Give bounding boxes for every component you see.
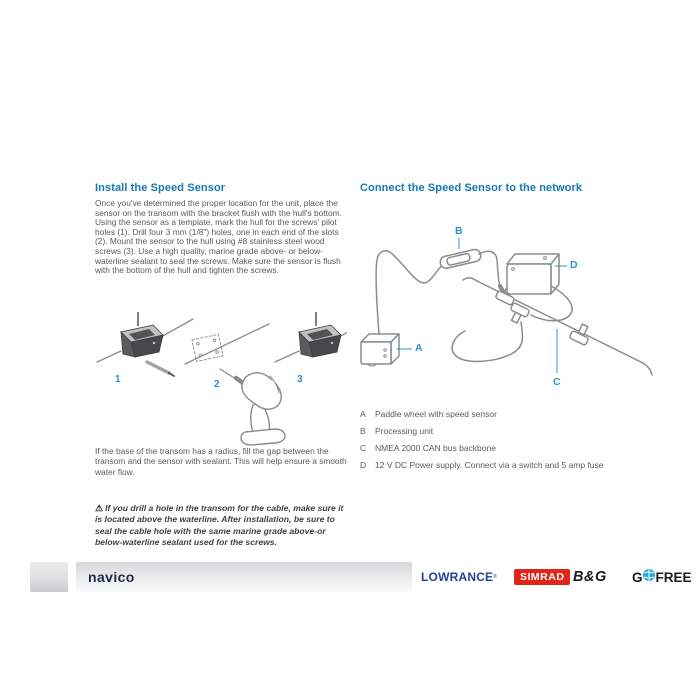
warning-icon: ⚠: [95, 503, 104, 513]
warning-paragraph: [95, 503, 351, 549]
legend-text: NMEA 2000 CAN bus backbone: [375, 442, 496, 453]
right-section-heading: Connect the Speed Sensor to the network: [360, 182, 583, 194]
globe-icon: [643, 568, 655, 586]
install-steps-illustration: [95, 310, 347, 450]
diagram-legend: [360, 410, 660, 478]
sealant-note-paragraph: If the base of the transom has a radius, fill the gap between the transom and the sensor with sealant. This will help ensure a smooth water flow.: [95, 446, 347, 477]
network-diagram: [355, 222, 661, 414]
figure-number-2: 2: [214, 379, 220, 390]
lowrance-logo: LOWRANCE ®: [421, 570, 497, 584]
legend-key: A: [360, 409, 366, 419]
gofree-logo: G FREE: [632, 569, 692, 585]
installation-figures: [95, 310, 347, 450]
figure-number-3: 3: [297, 374, 303, 385]
diagram-label-a: A: [415, 342, 423, 354]
footer-accent-square: [30, 562, 68, 592]
legend-key: D: [360, 459, 367, 470]
figure-number-1: 1: [115, 374, 121, 385]
legend-text: 12 V DC Power supply. Connect via a switch and 5 amp fuse: [375, 459, 604, 470]
diagram-label-c: C: [553, 376, 561, 388]
navico-logo: navico: [88, 569, 135, 585]
warning-text: If you drill a hole in the transom for the cable, make sure it is located above the waterline. After installation, be sure to seal the cable hole with the same marine grade above-or below-waterline sealant used for the screws.: [95, 503, 344, 548]
connection-diagram-illustration: [355, 222, 661, 414]
legend-text: Processing unit: [375, 425, 434, 436]
legend-key: B: [360, 425, 366, 436]
legend-item-d: [360, 461, 660, 471]
legend-item-a: [360, 410, 660, 420]
legend-item-c: [360, 444, 660, 454]
footer-bar: [76, 562, 412, 592]
drill-icon: [241, 373, 285, 445]
legend-key: C: [360, 442, 367, 453]
bandg-logo: B&G: [573, 569, 607, 585]
legend-item-b: [360, 427, 660, 437]
registered-mark: ®: [493, 574, 497, 580]
install-instructions-paragraph: Once you've determined the proper location for the unit, place the sensor on the transom with the bracket flush with the hull's bottom. Using the sensor as a template, mark the hull for the screws' pilot holes (1). Drill four 3 mm (1/8") holes, one in each end of the slots (2). Mount the sensor to the hull using #8 stainless steel wood screws (3). Use a high quality, marine grade above- or below-waterline sealant to seal the screws. Make sure the sensor is flush with the bottom of the hull and tighten the screws.: [95, 198, 342, 276]
diagram-label-b: B: [455, 225, 463, 237]
legend-text: Paddle wheel with speed sensor: [375, 409, 497, 419]
simrad-logo: SIMRAD: [514, 562, 570, 592]
diagram-label-d: D: [570, 259, 578, 271]
left-section-heading: Install the Speed Sensor: [95, 182, 226, 194]
